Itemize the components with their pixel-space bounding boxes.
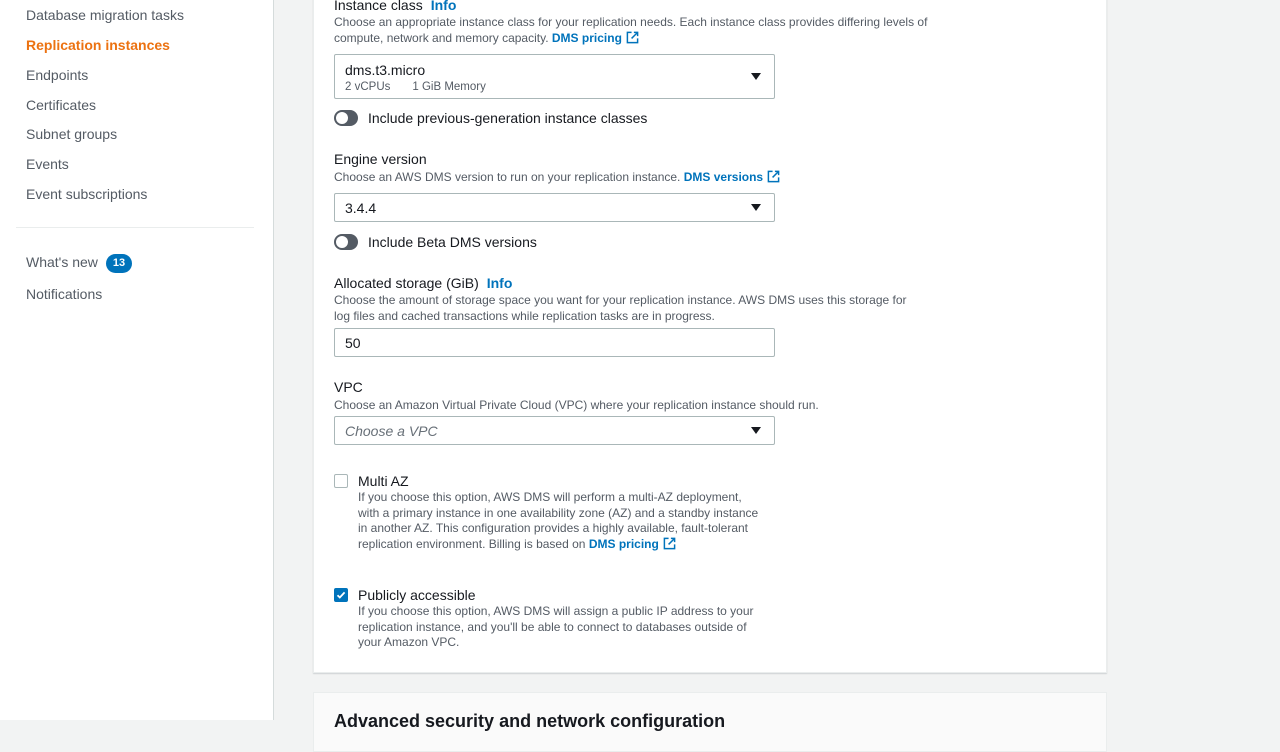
instance-class-field bbox=[334, 0, 954, 46]
instance-class-vcpus: 2 vCPUs bbox=[345, 81, 391, 93]
storage-label-text: Allocated storage (GiB) bbox=[334, 275, 479, 291]
multi-az-checkbox[interactable] bbox=[334, 474, 348, 488]
dms-versions-link-text: DMS versions bbox=[683, 170, 764, 184]
engine-version-value: 3.4.4 bbox=[345, 200, 377, 216]
sidebar-item-replication-instances[interactable]: Replication instances bbox=[26, 37, 170, 53]
whats-new-label: What's new bbox=[26, 254, 98, 270]
sidebar-item-database-migration-tasks[interactable]: Database migration tasks bbox=[26, 7, 184, 23]
public-desc-line1: If you choose this option, AWS DMS will assign a public IP address to your bbox=[358, 604, 754, 618]
instance-class-info-link[interactable]: Info bbox=[430, 0, 457, 13]
external-link-icon bbox=[767, 170, 780, 183]
chevron-down-icon bbox=[751, 73, 761, 80]
vpc-label: VPC bbox=[334, 379, 363, 395]
sidebar-item-subnet-groups[interactable]: Subnet groups bbox=[26, 126, 118, 142]
sidebar-item-endpoints[interactable]: Endpoints bbox=[26, 67, 89, 83]
publicly-accessible-description bbox=[358, 604, 768, 651]
previous-generation-toggle-label: Include previous-generation instance classes bbox=[368, 110, 648, 126]
storage-description-line2: log files and cached transactions while replication tasks are in progress. bbox=[334, 308, 715, 323]
toggle-switch-icon[interactable] bbox=[334, 110, 358, 126]
previous-generation-toggle[interactable] bbox=[334, 110, 647, 126]
instance-class-value: dms.t3.micro bbox=[345, 62, 426, 78]
instance-class-label bbox=[334, 0, 954, 13]
dms-pricing-link[interactable] bbox=[552, 31, 639, 45]
vpc-field bbox=[334, 379, 954, 414]
chevron-down-icon bbox=[751, 427, 761, 434]
beta-versions-toggle-label: Include Beta DMS versions bbox=[368, 234, 537, 250]
storage-description-line1: Choose the amount of storage space you want for your replication instance. AWS DMS uses this storage for bbox=[334, 293, 907, 307]
storage-label bbox=[334, 275, 954, 291]
multi-az-desc-line1: If you choose this option, AWS DMS will perform a multi-AZ deployment, bbox=[358, 490, 742, 504]
sidebar-item-events[interactable]: Events bbox=[26, 156, 69, 172]
multi-az-desc-line4-text: replication environment. Billing is based on bbox=[358, 536, 586, 551]
multi-az-dms-pricing-link-text: DMS pricing bbox=[588, 536, 659, 551]
multi-az-description bbox=[358, 490, 768, 552]
engine-version-select[interactable] bbox=[334, 193, 775, 222]
vpc-placeholder: Choose a VPC bbox=[345, 423, 438, 439]
storage-input[interactable]: 50 bbox=[334, 328, 775, 357]
public-desc-line2: replication instance, and you'll be able to connect to databases outside of bbox=[358, 619, 747, 634]
advanced-security-header[interactable]: Advanced security and network configuration bbox=[334, 711, 726, 731]
multi-az-label: Multi AZ bbox=[358, 473, 409, 489]
instance-class-select[interactable] bbox=[334, 54, 775, 99]
dms-pricing-link-text: DMS pricing bbox=[551, 30, 622, 45]
storage-field bbox=[334, 275, 954, 324]
sidebar-item-notifications[interactable]: Notifications bbox=[26, 286, 103, 302]
instance-class-description bbox=[334, 15, 954, 46]
multi-az-desc-line4 bbox=[358, 537, 768, 553]
multi-az-desc-line3: in another AZ. This configuration provides a highly available, fault-tolerant bbox=[358, 521, 749, 535]
external-link-icon bbox=[663, 537, 676, 550]
advanced-security-section[interactable] bbox=[313, 692, 1107, 752]
vpc-description: Choose an Amazon Virtual Private Cloud (VPC) where your replication instance should run. bbox=[334, 398, 819, 412]
chevron-down-icon bbox=[751, 204, 761, 211]
multi-az-desc-line2: with a primary instance in one availability zone (AZ) and a standby instance bbox=[358, 505, 759, 520]
engine-version-desc-text: Choose an AWS DMS version to run on your replication instance. bbox=[334, 170, 681, 184]
whats-new-badge: 13 bbox=[106, 254, 132, 273]
engine-version-description bbox=[334, 170, 954, 186]
public-desc-line3: your Amazon VPC. bbox=[358, 635, 460, 649]
checkmark-icon bbox=[336, 590, 346, 600]
sidebar-divider bbox=[16, 227, 254, 228]
toggle-switch-icon[interactable] bbox=[334, 234, 358, 250]
sidebar-item-certificates[interactable]: Certificates bbox=[26, 97, 97, 113]
engine-version-label: Engine version bbox=[334, 151, 427, 167]
instance-class-desc-text: Choose an appropriate instance class for your replication needs. Each instance class provides differing levels of compute, network and memory capacity. bbox=[334, 15, 928, 45]
instance-class-specs bbox=[345, 81, 486, 93]
sidebar bbox=[0, 0, 274, 720]
sidebar-item-whats-new[interactable] bbox=[26, 254, 132, 273]
dms-versions-link[interactable] bbox=[684, 170, 780, 184]
multi-az-dms-pricing-link[interactable] bbox=[589, 537, 676, 551]
publicly-accessible-checkbox[interactable] bbox=[334, 588, 348, 602]
vpc-select[interactable] bbox=[334, 416, 775, 445]
instance-configuration-panel bbox=[313, 0, 1107, 673]
instance-class-memory: 1 GiB Memory bbox=[412, 81, 486, 93]
storage-info-link[interactable]: Info bbox=[486, 275, 513, 291]
engine-version-field bbox=[334, 151, 954, 186]
main-content bbox=[275, 0, 1280, 731]
instance-class-label-text: Instance class bbox=[334, 0, 423, 13]
publicly-accessible-label: Publicly accessible bbox=[358, 587, 476, 603]
beta-versions-toggle[interactable] bbox=[334, 234, 537, 250]
sidebar-item-event-subscriptions[interactable]: Event subscriptions bbox=[26, 186, 148, 202]
external-link-icon bbox=[626, 31, 639, 44]
